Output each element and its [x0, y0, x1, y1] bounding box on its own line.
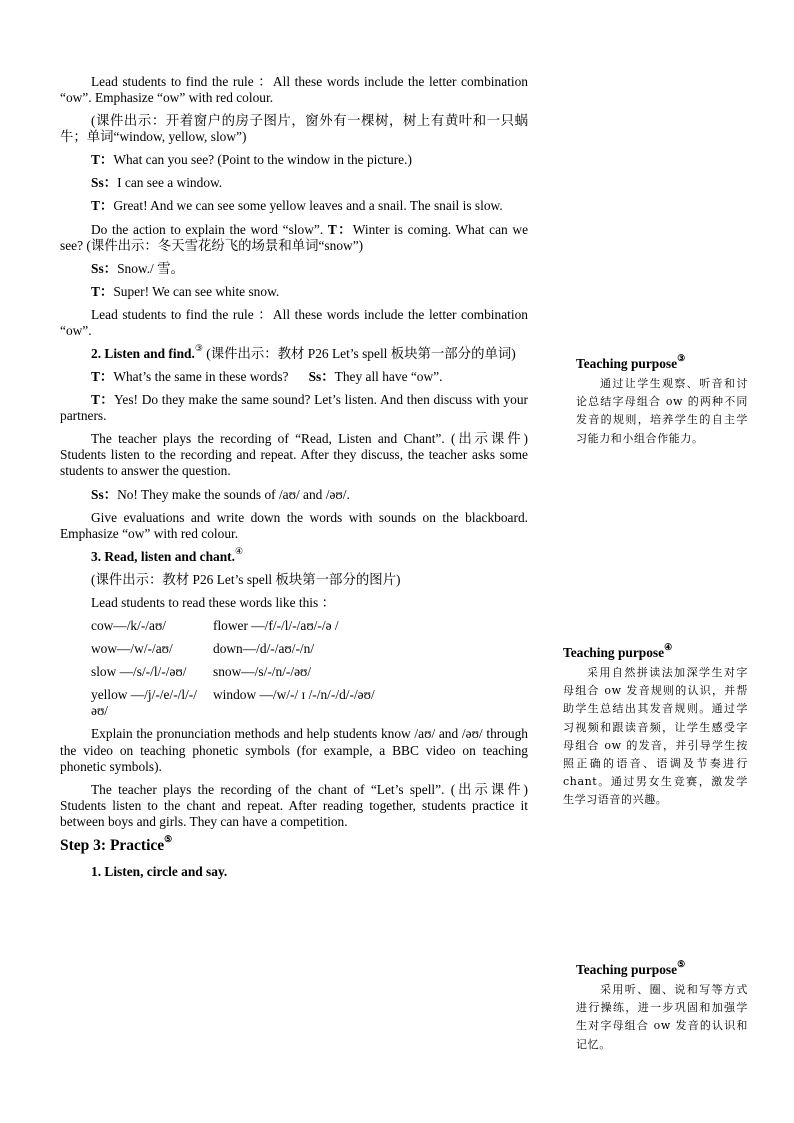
dialogue-text: Do the action to explain the word “slow”. — [91, 221, 324, 237]
lesson-body — [60, 74, 528, 888]
pronunciation-row — [91, 641, 528, 657]
dialogue-text: They all have “ow”. — [334, 369, 443, 385]
heading-text: 2. Listen and find. — [91, 346, 195, 362]
dialogue-line — [60, 198, 528, 214]
note-body: 通过让学生观察、听音和讨论总结字母组合 ow 的两种不同发音的规则，培养学生的自主学习能力和小组合作能力。 — [576, 377, 748, 445]
paragraph: The teacher plays the recording of the chant of “Let’s spell”. (出示课件) Students listen to the chant and repeat. After reading together, students practice it between boys and girls. They can have a competition. — [60, 781, 528, 829]
note-body: 采用自然拼读法加深学生对字母组合 ow 发音规则的认识，并帮助学生总结出其发音规则。通过学习视频和跟读音频，让学生感受字母组合 ow 的发音，并引导学生按照正确的语音、语调及节奏进行 chant。通过男女生竞赛，激发学生学习语音的兴趣。 — [563, 666, 748, 807]
speaker: Ss： — [308, 369, 335, 385]
teaching-purpose-note — [576, 959, 748, 1054]
pronunciation-item: slow —/s/-/l/-/əʊ/ — [91, 664, 187, 680]
speaker: T： — [327, 221, 353, 237]
paragraph: (课件出示：开着窗户的房子图片，窗外有一棵树，树上有黄叶和一只蜗牛；单词“window, yellow, slow”) — [60, 113, 528, 145]
dialogue-text: Great! And we can see some yellow leaves and a snail. The snail is slow. — [113, 198, 503, 214]
footnote-mark: ⑤ — [677, 959, 686, 969]
speaker: Ss： — [91, 175, 118, 191]
footnote-mark: ⑤ — [164, 833, 173, 844]
note-title-text: Teaching purpose — [576, 962, 678, 977]
heading-note: (课件出示：教材 P26 Let’s spell 板块第一部分的单词) — [206, 346, 516, 362]
heading-text: 3. Read, listen and chant. — [91, 548, 235, 564]
teaching-purpose-note — [563, 642, 748, 809]
dialogue-line — [60, 175, 528, 191]
speaker: Ss： — [91, 486, 118, 502]
dialogue-text: What’s the same in these words? — [113, 369, 289, 385]
pronunciation-item: window —/w/-/ ɪ /-/n/-/d/-/əʊ/ — [213, 687, 375, 703]
dialogue-text: Snow./ 雪。 — [117, 260, 184, 276]
dialogue-line — [60, 392, 528, 424]
paragraph: (课件出示：教材 P26 Let’s spell 板块第一部分的图片) — [91, 571, 401, 587]
paragraph: Lead students to find the rule ：All these words include the letter combination “ow”. Emphasize “ow” with red colour. — [60, 74, 528, 106]
note-title — [576, 353, 748, 372]
dialogue-text: Super! We can see white snow. — [113, 283, 280, 299]
pronunciation-item: yellow —/j/-/e/-/l/-/əʊ/ — [91, 687, 197, 719]
note-title — [563, 642, 748, 661]
paragraph: The teacher plays the recording of “Read, Listen and Chant”. (出示课件) Students listen to the recording and repeat. After they discuss, the teacher asks some students to answer the question. — [60, 431, 528, 479]
dialogue-line — [60, 261, 528, 277]
sub-heading: 1. Listen, circle and say. — [91, 864, 228, 880]
speaker: Ss： — [91, 260, 118, 276]
dialogue-text: What can you see? (Point to the window in the picture.) — [113, 152, 412, 168]
paragraph: Explain the pronunciation methods and help students know /aʊ/ and /əʊ/ through the video on teaching phonetic symbols (for example, a BBC video on teaching phonetic symbols). — [60, 726, 528, 774]
pronunciation-item: down—/d/-/aʊ/-/n/ — [213, 641, 315, 657]
paragraph: Lead students to read these words like this ： — [91, 594, 335, 610]
pronunciation-row — [91, 687, 528, 719]
pronunciation-item: snow—/s/-/n/-/əʊ/ — [213, 664, 312, 680]
footnote-mark: ③ — [677, 353, 686, 363]
dialogue-text: Yes! Do they make the same sound? Let’s listen. And then discuss with your partners. — [60, 392, 528, 424]
footnote-mark: ④ — [664, 642, 673, 652]
pronunciation-item: cow—/k/-/aʊ/ — [91, 618, 167, 634]
pronunciation-item: flower —/f/-/l/-/aʊ/-/ə / — [213, 618, 339, 634]
speaker: T： — [91, 152, 114, 168]
note-title-text: Teaching purpose — [563, 645, 665, 660]
pronunciation-row — [91, 618, 528, 634]
note-title — [576, 959, 748, 978]
heading-text: Step 3: Practice — [60, 836, 165, 854]
dialogue-line — [60, 369, 528, 385]
dialogue-line — [60, 284, 528, 300]
dialogue-text: No! They make the sounds of /aʊ/ and /əʊ/. — [117, 486, 350, 502]
dialogue-text: Winter is coming. What can we see? (课件出示：冬天雪花纷飞的场景和单词“snow”) — [60, 221, 529, 253]
pronunciation-row — [91, 664, 528, 680]
speaker: T： — [91, 283, 114, 299]
pronunciation-item: wow—/w/-/aʊ/ — [91, 641, 173, 657]
section-heading-3 — [60, 545, 528, 565]
paragraph: Lead students to find the rule ：All these words include the letter combination “ow”. — [60, 306, 528, 338]
speaker: T： — [91, 369, 114, 385]
paragraph: Give evaluations and write down the words with sounds on the blackboard. Emphasize “ow” with red colour. — [60, 509, 528, 541]
step-heading — [60, 833, 528, 856]
dialogue-line — [60, 222, 528, 254]
section-heading-2 — [60, 343, 528, 362]
note-title-text: Teaching purpose — [576, 356, 678, 371]
dialogue-line — [60, 152, 528, 168]
note-body: 采用听、圈、说和写等方式进行操练，进一步巩固和加强学生对字母组合 ow 发音的认识和记忆。 — [576, 983, 748, 1051]
dialogue-line — [60, 487, 528, 503]
footnote-mark: ③ — [194, 343, 203, 354]
teaching-purpose-note — [576, 353, 748, 448]
speaker: T： — [91, 198, 114, 214]
speaker: T： — [91, 392, 115, 408]
footnote-mark: ④ — [234, 545, 244, 556]
dialogue-text: I can see a window. — [117, 175, 223, 191]
